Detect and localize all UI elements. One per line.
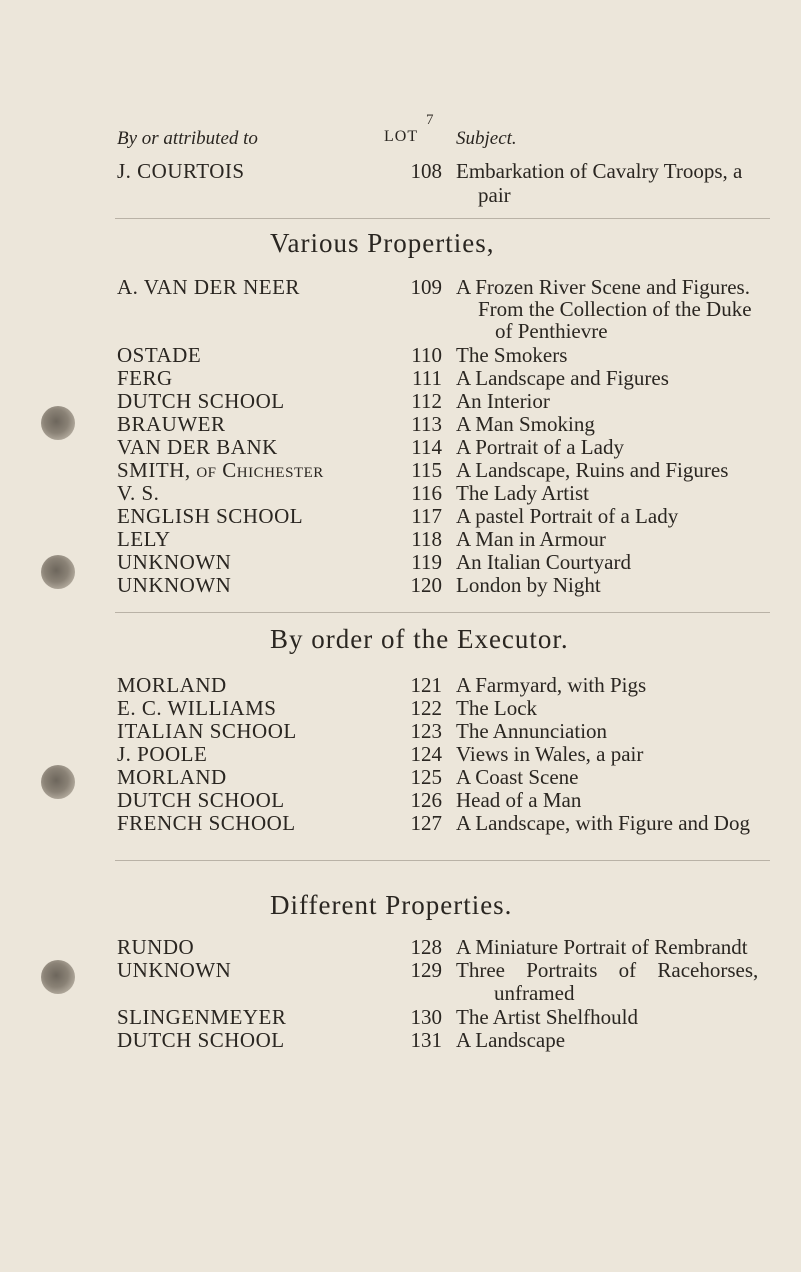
- lot-row: [0, 766, 801, 788]
- lot-number: 109: [410, 275, 442, 299]
- lot-row: [0, 482, 801, 504]
- artist: VAN DER BANK: [117, 435, 278, 459]
- lot-number: 113: [411, 412, 442, 436]
- lot-row: [0, 720, 801, 742]
- lot-row: [0, 959, 801, 981]
- subject: A Coast Scene: [456, 765, 579, 789]
- section-title: Various Properties,: [270, 228, 495, 258]
- subject: The Smokers: [456, 343, 568, 367]
- lot-row: [0, 674, 801, 696]
- lot-number: 112: [411, 389, 442, 413]
- lot-number: 125: [410, 765, 442, 789]
- artist: MORLAND: [117, 765, 227, 789]
- subject: The Lady Artist: [456, 481, 589, 505]
- lot-row: [0, 160, 801, 182]
- lot-row: [0, 459, 801, 481]
- artist: SLINGENMEYER: [117, 1005, 287, 1029]
- header-by: By or attributed to: [117, 128, 258, 149]
- lot-row: [0, 1029, 801, 1051]
- lot-row: [0, 528, 801, 550]
- lot-row: [0, 789, 801, 811]
- artist: V. S.: [117, 481, 160, 505]
- subject: Three Portraits of Racehorses,: [456, 958, 759, 982]
- lot-row: [0, 1006, 801, 1028]
- artist: E. C. WILLIAMS: [117, 696, 277, 720]
- lot-number: 117: [411, 504, 442, 528]
- subject: A Man in Armour: [456, 527, 606, 551]
- subject: An Interior: [456, 389, 550, 413]
- lot-row: [0, 413, 801, 435]
- artist: UNKNOWN: [117, 573, 232, 597]
- subject: A Landscape and Figures: [456, 366, 669, 390]
- subject-continuation: From the Collection of the Duke: [478, 297, 752, 321]
- subject: A Man Smoking: [456, 412, 595, 436]
- lot-row: [0, 697, 801, 719]
- section-title: By order of the Executor.: [270, 624, 569, 654]
- subject: Views in Wales, a pair: [456, 742, 644, 766]
- lot-row: [0, 390, 801, 412]
- subject: Head of a Man: [456, 788, 582, 812]
- lot-row: [0, 276, 801, 298]
- artist: RUNDO: [117, 935, 195, 959]
- lot-row: [0, 936, 801, 958]
- subject-continuation: of Penthievre: [495, 319, 608, 343]
- artist: DUTCH SCHOOL: [117, 788, 285, 812]
- artist: OSTADE: [117, 343, 202, 367]
- lot-number: 127: [410, 811, 442, 835]
- artist: SMITH, of Chichester: [117, 458, 324, 482]
- subject: A pastel Portrait of a Lady: [456, 504, 679, 528]
- subject: The Lock: [456, 696, 538, 720]
- subject: Embarkation of Cavalry Troops, a: [456, 159, 743, 183]
- section-title: Different Properties.: [270, 890, 513, 920]
- artist: ENGLISH SCHOOL: [117, 504, 304, 528]
- lot-number: 115: [411, 458, 442, 482]
- header-subject: Subject.: [456, 128, 517, 149]
- subject: The Artist Shelfhould: [456, 1005, 638, 1029]
- divider: [115, 218, 770, 219]
- lot-number: 119: [411, 550, 442, 574]
- artist: DUTCH SCHOOL: [117, 1028, 285, 1052]
- lot-number: 129: [410, 958, 442, 982]
- subject: A Landscape, with Figure and Dog: [456, 811, 750, 835]
- artist: UNKNOWN: [117, 550, 232, 574]
- lot-row: [0, 743, 801, 765]
- lot-number: 108: [410, 159, 442, 183]
- lot-number: 123: [410, 719, 442, 743]
- lot-number: 124: [410, 742, 442, 766]
- lot-row: [0, 574, 801, 596]
- subject-continuation: unframed: [494, 981, 575, 1005]
- lot-number: 131: [410, 1028, 442, 1052]
- artist: DUTCH SCHOOL: [117, 389, 285, 413]
- lot-number: 110: [411, 343, 442, 367]
- divider: [115, 860, 770, 861]
- subject: London by Night: [456, 573, 601, 597]
- subject-continuation: pair: [478, 183, 511, 207]
- artist: ITALIAN SCHOOL: [117, 719, 297, 743]
- subject: A Portrait of a Lady: [456, 435, 624, 459]
- artist: FERG: [117, 366, 173, 390]
- artist: UNKNOWN: [117, 958, 232, 982]
- lot-row: [0, 505, 801, 527]
- lot-number: 122: [410, 696, 442, 720]
- header-lot: LOT: [384, 128, 419, 145]
- lot-row: [0, 812, 801, 834]
- lot-number: 130: [410, 1005, 442, 1029]
- artist: J. COURTOIS: [117, 159, 245, 183]
- page-number: 7: [426, 112, 434, 128]
- artist: J. POOLE: [117, 742, 208, 766]
- lot-row: [0, 551, 801, 573]
- artist: BRAUWER: [117, 412, 226, 436]
- lot-number: 114: [411, 435, 442, 459]
- lot-row: [0, 344, 801, 366]
- lot-row: [0, 367, 801, 389]
- lot-number: 121: [410, 673, 442, 697]
- lot-number: 126: [410, 788, 442, 812]
- lot-number: 111: [412, 366, 442, 390]
- artist: LELY: [117, 527, 171, 551]
- artist: FRENCH SCHOOL: [117, 811, 296, 835]
- subject: A Miniature Portrait of Rembrandt: [456, 935, 748, 959]
- artist: MORLAND: [117, 673, 227, 697]
- subject: A Frozen River Scene and Figures.: [456, 275, 750, 299]
- subject: A Landscape: [456, 1028, 566, 1052]
- subject: An Italian Courtyard: [456, 550, 631, 574]
- lot-number: 118: [411, 527, 442, 551]
- subject: A Farmyard, with Pigs: [456, 673, 647, 697]
- lot-number: 120: [410, 573, 442, 597]
- lot-number: 128: [410, 935, 442, 959]
- lot-number: 116: [411, 481, 442, 505]
- artist: A. VAN DER NEER: [117, 275, 300, 299]
- lot-row: [0, 436, 801, 458]
- divider: [115, 612, 770, 613]
- subject: A Landscape, Ruins and Figures: [456, 458, 729, 482]
- subject: The Annunciation: [456, 719, 608, 743]
